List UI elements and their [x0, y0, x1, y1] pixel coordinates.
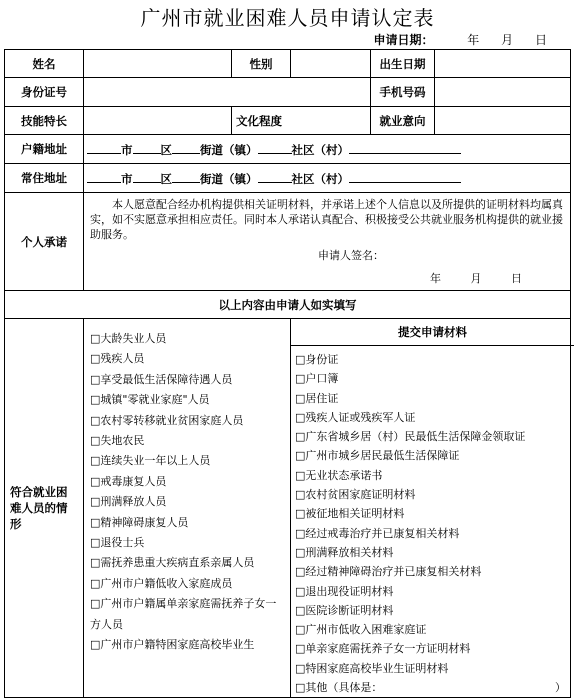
situation-checkbox-item[interactable]: □大龄失业人员 — [90, 332, 167, 345]
material-checkbox-item[interactable]: □广州市低收入困难家庭证 — [295, 623, 427, 637]
material-checkbox-item[interactable]: □居住证 — [295, 391, 339, 405]
row-id-phone — [5, 78, 571, 107]
material-checkbox-item[interactable]: □无业状态承诺书 — [295, 468, 383, 482]
situation-checkbox-item[interactable]: □刑满释放人员 — [90, 495, 167, 509]
residence-address-label: 常住地址 — [5, 164, 84, 193]
household-address-field[interactable] — [84, 135, 571, 164]
promise-label: 个人承诺 — [5, 193, 84, 291]
material-checkbox-item[interactable]: □残疾人证或残疾军人证 — [295, 410, 416, 424]
material-checkbox-item[interactable]: □户口簿 — [295, 372, 339, 386]
row-fill-note — [5, 291, 571, 319]
situation-checkbox-item[interactable]: □戒毒康复人员 — [90, 474, 167, 488]
material-checkbox-item[interactable]: □退出现役证明材料 — [295, 584, 394, 598]
application-date — [373, 31, 547, 48]
material-checkbox-item[interactable]: □单亲家庭需抚养子女一方证明材料 — [295, 642, 471, 656]
material-checkbox-item[interactable]: □经过戒毒治疗并已康复相关材料 — [295, 526, 460, 540]
signature-label: 申请人签名： — [318, 249, 384, 262]
situation-checkbox-item[interactable]: □享受最低生活保障待遇人员 — [90, 372, 233, 386]
row-basic-info — [5, 50, 571, 78]
other-close-paren: ） — [555, 681, 566, 695]
material-checkbox-item[interactable]: □经过精神障碍治疗并已康复相关材料 — [295, 565, 482, 579]
form-title: 广州市就业困难人员申请认定表 — [140, 6, 435, 30]
skills-label: 技能特长 — [5, 107, 84, 135]
community-label: 社区（村） — [291, 171, 349, 186]
gender-field[interactable] — [291, 50, 371, 78]
signature-month: 月 — [470, 272, 482, 285]
id-number-label: 身份证号 — [5, 78, 84, 107]
situation-checkbox-item[interactable]: □广州市户籍特困家庭高校毕业生 — [90, 638, 255, 652]
street-label: 街道（镇） — [200, 142, 258, 157]
household-address-label: 户籍地址 — [5, 135, 84, 164]
row-situations — [5, 319, 571, 698]
phone-field[interactable] — [435, 78, 571, 107]
name-label: 姓名 — [5, 50, 84, 78]
situation-checkbox-item[interactable]: □精神障碍康复人员 — [90, 515, 189, 529]
signature-line[interactable] — [318, 248, 564, 263]
row-skills — [5, 107, 571, 135]
application-date-label: 申请日期： — [373, 33, 434, 47]
job-intention-label: 就业意向 — [371, 107, 435, 135]
situation-checkbox-item[interactable]: □残疾人员 — [90, 352, 145, 366]
material-checkbox-item[interactable]: □农村贫困家庭证明材料 — [295, 488, 416, 502]
birth-date-label: 出生日期 — [371, 50, 435, 78]
job-intention-field[interactable] — [435, 107, 571, 135]
street-label: 街道（镇） — [200, 171, 258, 186]
id-number-field[interactable] — [84, 78, 371, 107]
promise-text: 本人愿意配合经办机构提供相关证明材料，并承诺上述个人信息以及所提供的证明材料均属真实，如不实愿意承担相应责任。同时本人承诺认真配合、积极接受公共就业服务机构提供的就业援助服务。 — [90, 198, 563, 241]
material-checkbox-item[interactable]: □广州市城乡居民最低生活保障证 — [295, 449, 460, 463]
community-label: 社区（村） — [291, 142, 349, 157]
fill-note: 以上内容由申请人如实填写 — [5, 291, 571, 319]
gender-label: 性别 — [232, 50, 291, 78]
district-label: 区 — [160, 142, 172, 157]
date-month: 月 — [501, 33, 514, 47]
signature-day: 日 — [511, 272, 522, 285]
situation-checkbox-item[interactable]: □城镇"零就业家庭"人员 — [90, 393, 210, 407]
material-checkbox-item[interactable]: □广东省城乡居（村）民最低生活保障金领取证 — [295, 430, 526, 444]
row-promise — [5, 193, 571, 291]
material-checkbox-item[interactable]: □其他（具体是： ） — [295, 678, 570, 697]
promise-block — [84, 193, 571, 291]
situation-checkbox-item[interactable]: □广州市户籍属单亲家庭需抚养子女一方人员 — [90, 597, 277, 631]
city-label: 市 — [121, 142, 133, 157]
phone-label: 手机号码 — [371, 78, 435, 107]
city-label: 市 — [121, 171, 133, 186]
situation-checkbox-item[interactable]: □失地农民 — [90, 434, 145, 448]
skills-field[interactable] — [84, 107, 232, 135]
situation-checkbox-item[interactable]: □广州市户籍低收入家庭成员 — [90, 576, 233, 590]
material-checkbox-item[interactable]: □特困家庭高校毕业生证明材料 — [295, 661, 449, 675]
row-household-address — [5, 135, 571, 164]
situation-label: 符合就业困难人员的情形 — [5, 319, 84, 698]
application-table — [4, 49, 571, 698]
situation-checkbox-item[interactable]: □退役士兵 — [90, 536, 145, 550]
birth-date-field[interactable] — [435, 50, 571, 78]
residence-address-field[interactable] — [84, 164, 571, 193]
materials-panel — [291, 319, 571, 698]
material-checkbox-item[interactable]: □刑满释放相关材料 — [295, 545, 394, 559]
name-field[interactable] — [84, 50, 232, 78]
district-label: 区 — [160, 171, 172, 186]
signature-date — [430, 271, 564, 286]
materials-heading: 提交申请材料 — [291, 319, 574, 346]
date-year: 年 — [467, 33, 480, 47]
signature-year: 年 — [430, 272, 441, 285]
education-label: 文化程度 — [232, 107, 371, 135]
date-day: 日 — [534, 33, 547, 47]
situation-checkbox-item[interactable]: □连续失业一年以上人员 — [90, 454, 211, 468]
situation-list — [84, 319, 291, 698]
material-checkbox-item[interactable]: □被征地相关证明材料 — [295, 507, 405, 521]
row-residence-address — [5, 164, 571, 193]
situation-checkbox-item[interactable]: □需抚养患重大疾病直系亲属人员 — [90, 556, 255, 570]
material-checkbox-item[interactable]: □医院诊断证明材料 — [295, 603, 394, 617]
situation-checkbox-item[interactable]: □农村零转移就业贫困家庭人员 — [90, 413, 244, 427]
material-checkbox-item[interactable]: □身份证 — [295, 353, 339, 366]
